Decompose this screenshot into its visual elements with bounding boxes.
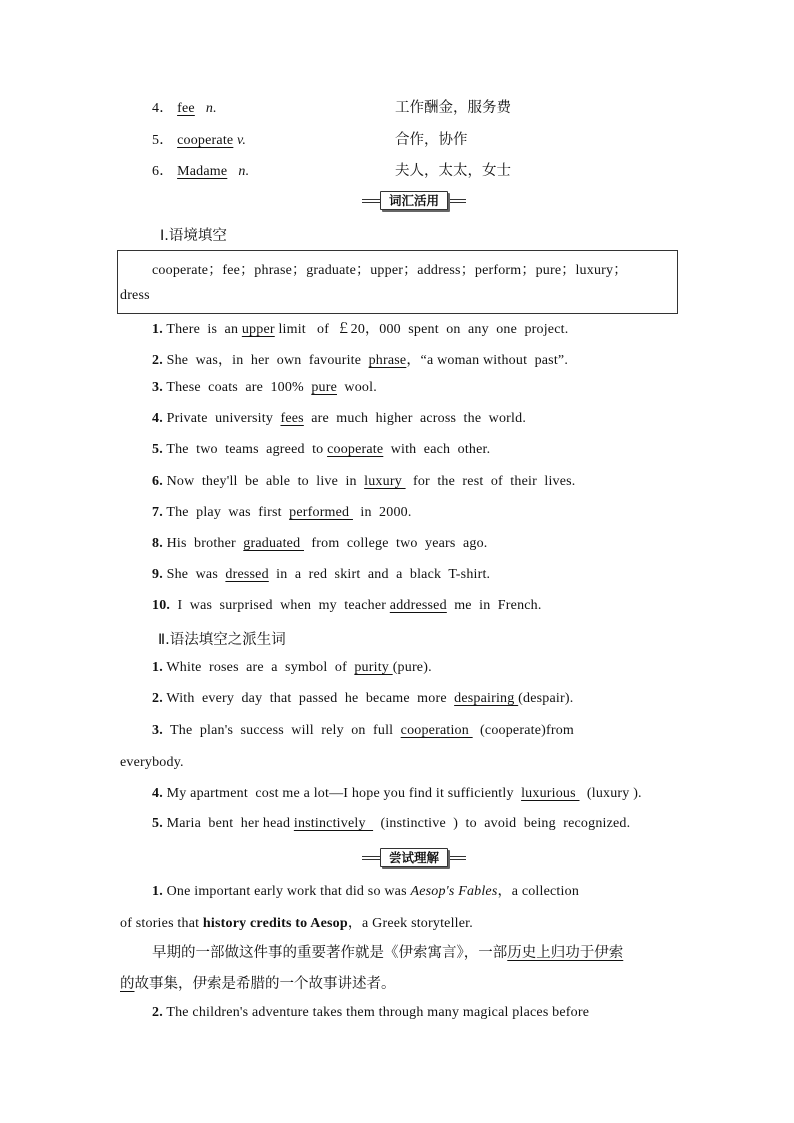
vocab-num: 6． <box>152 164 174 179</box>
example-2-line-1 <box>152 1005 589 1021</box>
answer-blank: graduated <box>243 536 304 551</box>
vocab-meaning-5: 合作，协作 <box>395 132 468 148</box>
item-number: 8. <box>152 536 163 551</box>
item-text: With every day that passed he became more <box>166 691 455 706</box>
item-text: His brother <box>166 536 244 551</box>
item-text: The play was first <box>166 505 290 520</box>
item-text: There is an <box>166 322 242 337</box>
part1-item <box>152 598 542 614</box>
answer-blank: phrase <box>368 353 407 368</box>
part1-item <box>152 474 576 490</box>
vocab-num: 4． <box>152 101 174 116</box>
vocab-row-6 <box>152 160 249 180</box>
part2-item <box>152 816 630 832</box>
word-bank-line: cooperate；fee；phrase；graduate；upper；address；perform；pure；luxury； <box>152 263 628 278</box>
item-number: 10. <box>152 598 171 613</box>
answer-blank: instinctively <box>293 816 374 831</box>
banner-label: 尝试理解 <box>380 848 448 867</box>
example-number: 1. <box>152 884 163 899</box>
part1-item <box>152 411 526 427</box>
item-text: (luxury ). <box>579 786 642 801</box>
item-number: 1. <box>152 322 163 337</box>
word-bank-box <box>117 250 678 314</box>
part1-item <box>152 380 377 396</box>
answer-blank: despairing <box>454 691 519 706</box>
highlight-phrase: history credits to Aesop <box>202 916 348 931</box>
item-text: She was，in her own favourite <box>166 353 369 368</box>
item-text: Private university <box>166 411 281 426</box>
item-text: (despair). <box>518 691 574 706</box>
example-text: ，a Greek storyteller. <box>347 916 473 931</box>
answer-blank: purity <box>354 660 393 675</box>
part2-item <box>152 723 574 739</box>
answer-blank: dressed <box>225 567 269 582</box>
translation-text: 早期的一部做这件事的重要著作就是《伊索寓言》，一部 <box>152 945 508 961</box>
item-number: 3. <box>152 723 163 738</box>
vocab-meaning-4: 工作酬金，服务费 <box>395 100 511 116</box>
vocab-row-4 <box>152 97 217 117</box>
answer-blank: cooperate <box>327 442 384 457</box>
vocab-word: cooperate <box>177 133 234 148</box>
item-text: Now they'll be able to live in <box>166 474 365 489</box>
example-1-line-2 <box>120 912 473 932</box>
item-number: 2. <box>152 353 163 368</box>
word-bank-line: dress <box>120 288 150 303</box>
item-text: Maria bent her head <box>166 816 294 831</box>
translation-highlight: 的 <box>120 976 135 992</box>
part2-item <box>152 786 642 802</box>
example-number: 2. <box>152 1005 163 1020</box>
item-text: (instinctive ) to avoid being recognized. <box>373 816 631 831</box>
item-text: are much higher across the world. <box>303 411 527 426</box>
item-number: 9. <box>152 567 163 582</box>
example-text: One important early work that did so was <box>166 884 411 899</box>
example-text: The children's adventure takes them through many magical places before <box>166 1005 590 1020</box>
book-title: Aesop's Fables <box>410 884 498 899</box>
item-text: in 2000. <box>352 505 412 520</box>
part1-item <box>152 442 490 458</box>
item-text: me in French. <box>446 598 542 613</box>
section-banner-vocab-use <box>362 191 466 209</box>
item-text: in a red skirt and a black T-shirt. <box>268 567 491 582</box>
translation-text: 故事集，伊索是希腊的一个故事讲述者。 <box>134 976 396 992</box>
answer-blank: addressed <box>389 598 447 613</box>
vocab-num: 5． <box>152 133 174 148</box>
item-text: My apartment cost me a lot—I hope you find it sufficiently <box>166 786 522 801</box>
item-number: 3. <box>152 380 163 395</box>
vocab-word: fee <box>177 101 195 116</box>
part2-item <box>152 660 432 676</box>
example-1-translation-1 <box>152 941 623 962</box>
item-text: (pure). <box>392 660 432 675</box>
item-text: ，“a woman without past”. <box>406 353 569 368</box>
item-text: White roses are a symbol of <box>166 660 355 675</box>
item-text: The two teams agreed to <box>166 442 328 457</box>
item-text: limit of ￡20，000 spent on any one project. <box>274 322 569 337</box>
answer-blank: performed <box>289 505 353 520</box>
answer-blank: fees <box>280 411 304 426</box>
item-text: for the rest of their lives. <box>405 474 576 489</box>
vocab-pos: n. <box>205 101 217 116</box>
part1-item <box>152 505 412 521</box>
example-1-line-1 <box>152 880 579 900</box>
item-text: I was surprised when my teacher <box>173 598 390 613</box>
item-number: 5. <box>152 816 163 831</box>
part1-item <box>152 349 568 369</box>
vocab-row-5 <box>152 129 246 149</box>
item-text: from college two years ago. <box>304 536 488 551</box>
section-banner-try-understand <box>362 848 466 866</box>
item-text: wool. <box>337 380 377 395</box>
part2-title: Ⅱ.语法填空之派生词 <box>158 632 286 648</box>
item-number: 7. <box>152 505 163 520</box>
vocab-meaning-6: 夫人，太太，女士 <box>395 163 511 179</box>
answer-blank: luxurious <box>521 786 580 801</box>
item-text: (cooperate)from <box>472 723 575 738</box>
part1-item <box>152 318 568 338</box>
answer-blank: upper <box>241 322 275 337</box>
item-number: 1. <box>152 660 163 675</box>
item-text: The plan's success will rely on full <box>166 723 401 738</box>
answer-blank: luxury <box>364 474 406 489</box>
item-number: 4. <box>152 786 163 801</box>
item-number: 2. <box>152 691 163 706</box>
part1-item <box>152 536 488 552</box>
part2-item <box>152 691 573 707</box>
example-1-translation-2 <box>120 972 396 993</box>
vocab-pos: n. <box>238 164 250 179</box>
vocab-pos: v. <box>237 133 247 148</box>
item-number: 6. <box>152 474 163 489</box>
answer-blank: cooperation <box>400 723 473 738</box>
answer-blank: pure <box>311 380 337 395</box>
vocab-word: Madame <box>177 164 228 179</box>
item-text: with each other. <box>383 442 491 457</box>
item-number: 5. <box>152 442 163 457</box>
item-text: She was <box>166 567 226 582</box>
example-text: of stories that <box>120 916 203 931</box>
example-text: ，a collection <box>497 884 580 899</box>
part1-item <box>152 567 490 583</box>
part1-title: Ⅰ.语境填空 <box>160 228 227 244</box>
banner-label: 词汇活用 <box>380 191 448 210</box>
item-number: 4. <box>152 411 163 426</box>
part2-item-3-continuation: everybody. <box>120 755 184 770</box>
translation-highlight: 历史上归功于伊索 <box>507 945 624 961</box>
item-text: These coats are 100% <box>166 380 312 395</box>
